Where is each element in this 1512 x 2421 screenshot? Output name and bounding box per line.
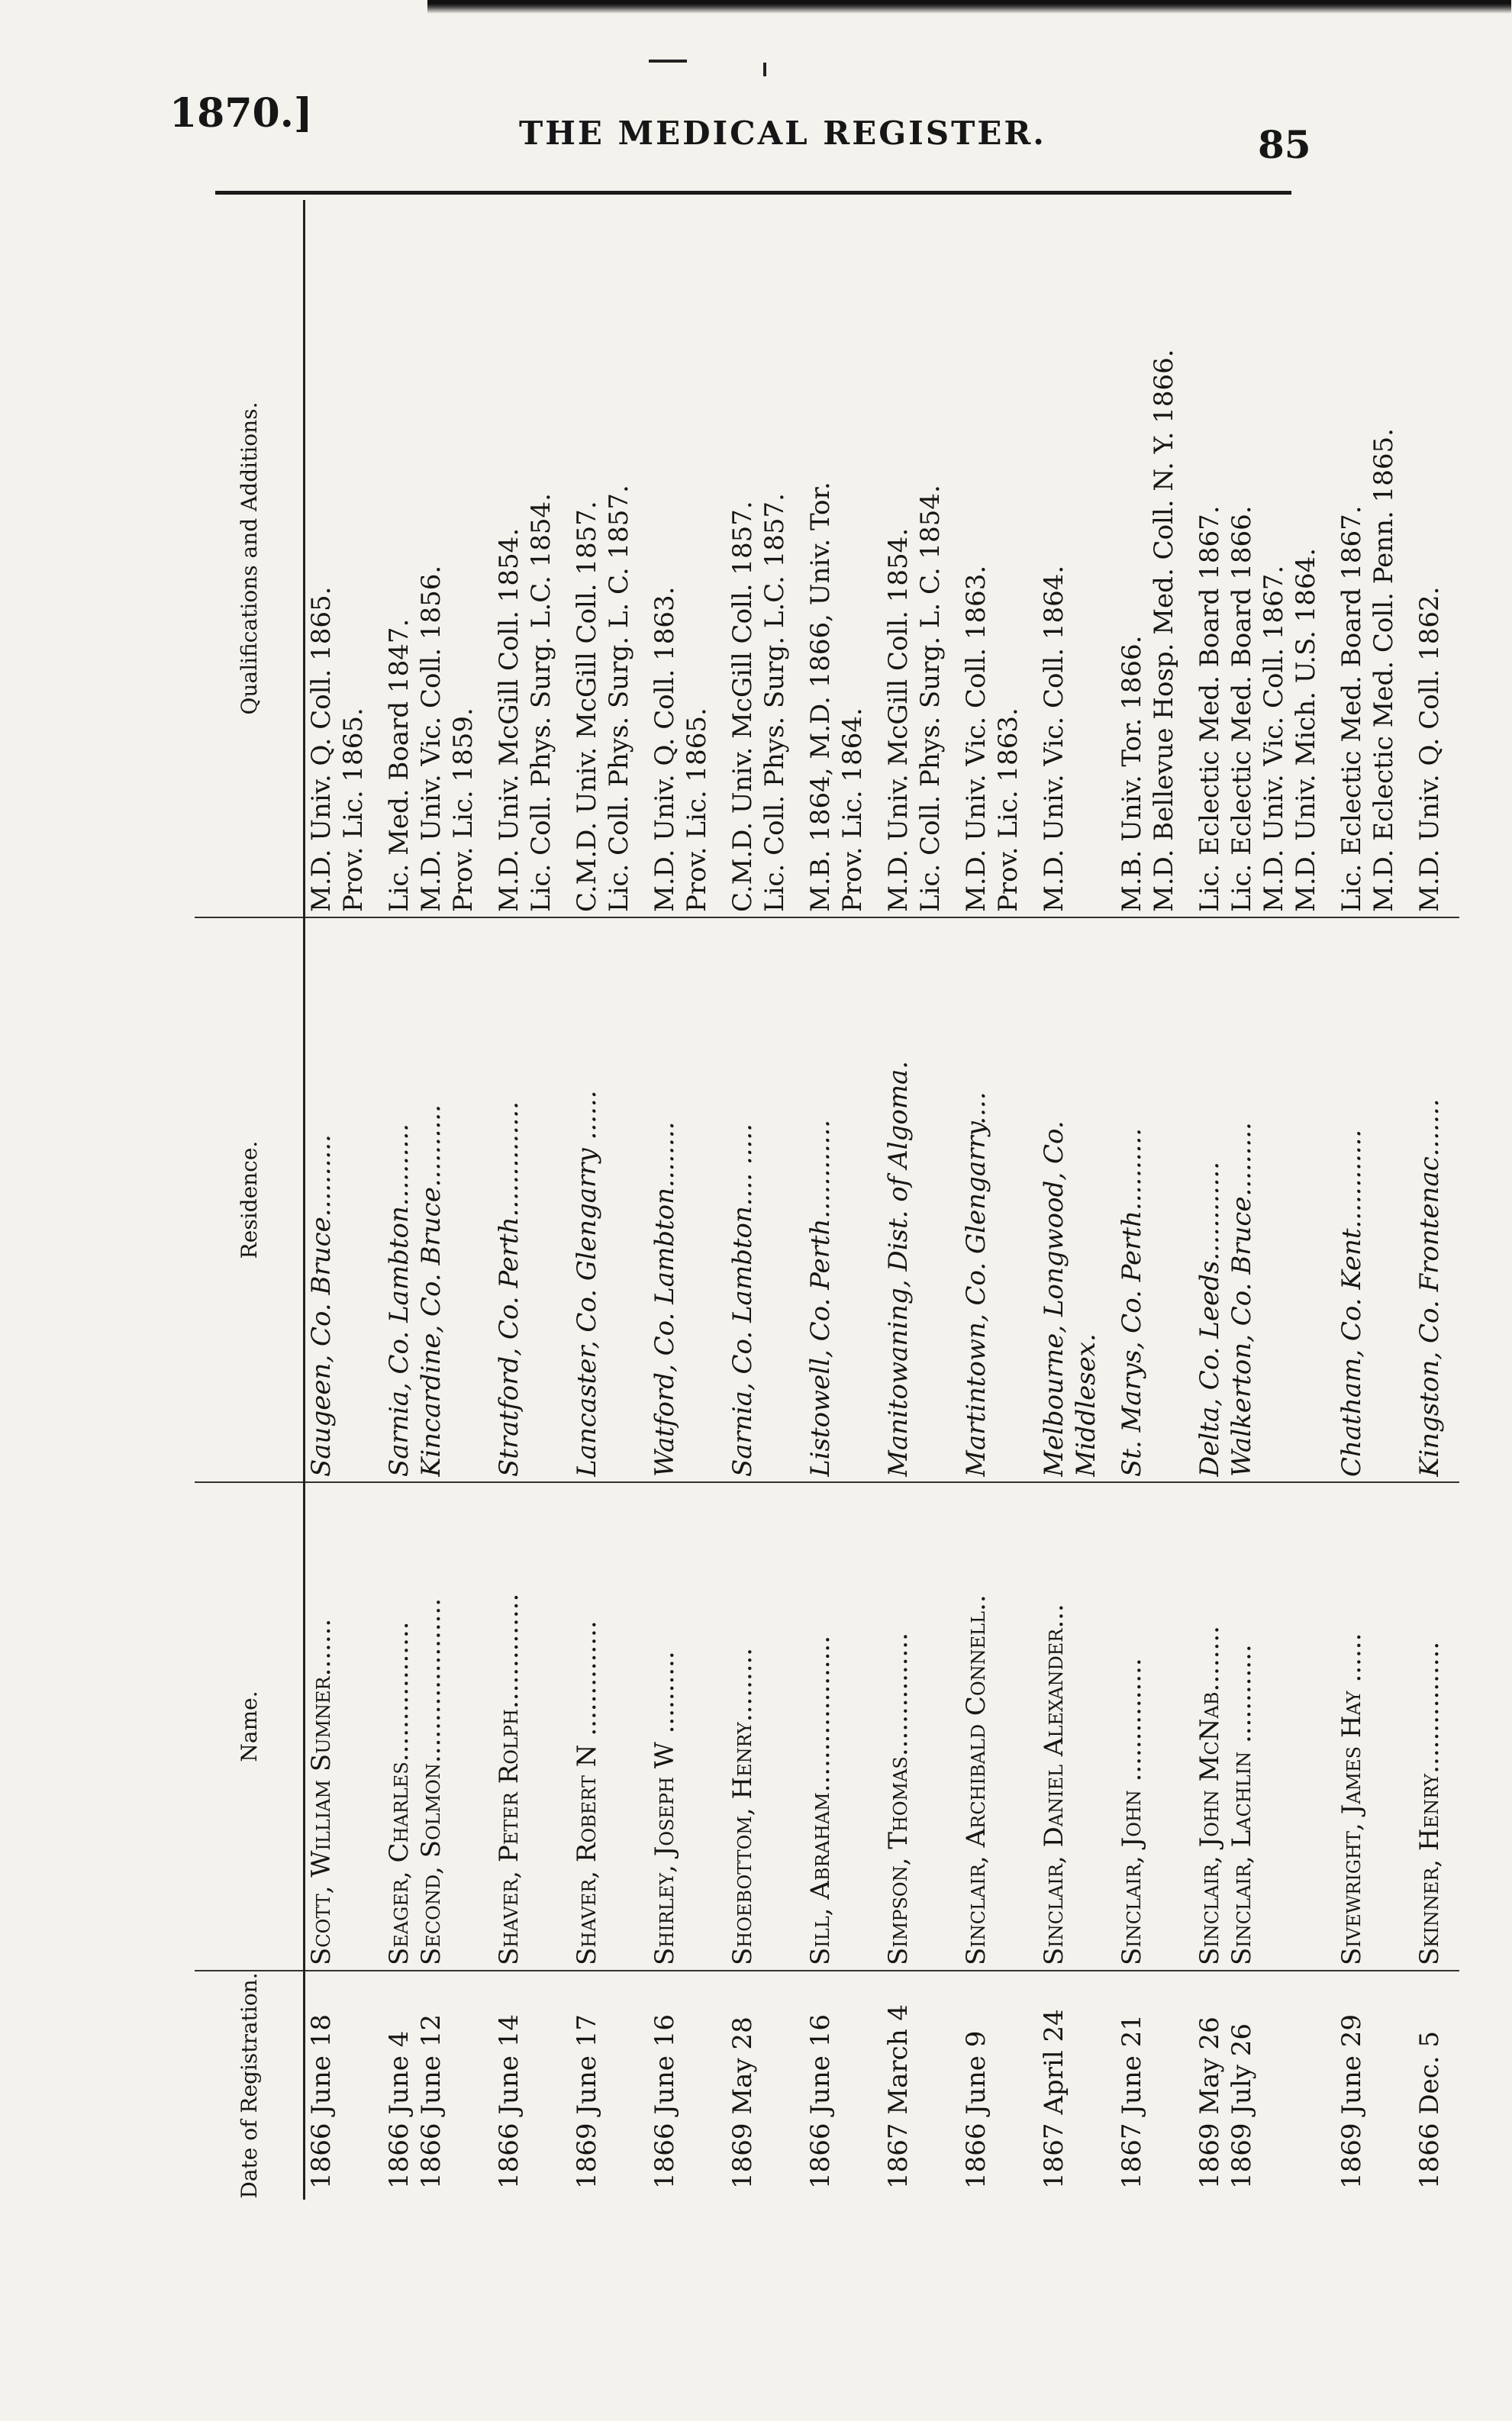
cell-date: [383, 1971, 493, 2200]
name-line: Shoebottom, Henry.........: [727, 1647, 758, 1965]
name-line: Shaver, Peter Rolph..............: [494, 1593, 524, 1965]
cell-name: [960, 1482, 1038, 1971]
running-head-year: 1870.]: [169, 90, 313, 137]
cell-residence: [571, 917, 649, 1482]
qualifications-line: Prov. Lic. 1865.: [682, 708, 712, 912]
cell-qualifications: [649, 200, 727, 917]
qualifications-line: M.D. Univ. Mich. U.S. 1864.: [1291, 547, 1321, 912]
table-row: [1414, 200, 1459, 2200]
cell-qualifications: [1116, 200, 1194, 917]
residence-line: Lancaster, Co. Glengarry ......: [572, 1090, 602, 1477]
header-name: Name.: [195, 1482, 305, 1971]
name-line: Second, Solmon....................: [416, 1597, 447, 1965]
residence-line: Manitowaning, Dist. of Algoma.: [883, 1060, 914, 1477]
table-row: [882, 200, 960, 2200]
date-line: 1866 June 14: [494, 2014, 524, 2189]
header-residence: Residence.: [195, 917, 305, 1482]
qualifications-line: Lic. Coll. Phys. Surg. L.C. 1857.: [759, 493, 790, 912]
cell-residence: [1336, 917, 1414, 1482]
name-line: Seager, Charles.................: [384, 1621, 414, 1965]
cell-residence: [649, 917, 727, 1482]
qualifications-line: M.D. Univ. Vic. Coll. 1867.: [1259, 565, 1289, 912]
name-line: Simpson, Thomas...............: [883, 1633, 914, 1965]
qualifications-line: M.B. Univ. Tor. 1866.: [1117, 635, 1147, 912]
cell-qualifications: [571, 200, 649, 917]
residence-line: Martintown, Co. Glengarry....: [961, 1091, 991, 1477]
cell-qualifications: [1414, 200, 1459, 917]
qualifications-line: Lic. Coll. Phys. Surg. L.C. 1854.: [526, 493, 556, 912]
cell-name: [1116, 1482, 1194, 1971]
date-line: 1866 June 4: [384, 2030, 414, 2189]
header-date: Date of Registration.: [195, 1971, 305, 2200]
cell-residence: [1116, 917, 1194, 1482]
qualifications-line: Lic. Coll. Phys. Surg. L. C. 1854.: [915, 485, 946, 912]
cell-residence: [1038, 917, 1116, 1482]
name-line: Shaver, Robert N ..............: [572, 1620, 602, 1965]
qualifications-line: M.D. Eclectic Med. Coll. Penn. 1865.: [1369, 428, 1399, 912]
cell-date: [882, 1971, 960, 2200]
table-row: [1194, 200, 1336, 2200]
date-line: 1867 March 4: [883, 2004, 914, 2189]
date-line: 1866 June 16: [650, 2014, 680, 2189]
residence-line: St. Marys, Co. Perth..........: [1117, 1127, 1147, 1477]
cell-name: [804, 1482, 882, 1971]
cell-date: [1414, 1971, 1459, 2200]
register-table: [195, 200, 1459, 2200]
cell-date: [1336, 1971, 1414, 2200]
cell-residence: [1194, 917, 1336, 1482]
table-row: [305, 200, 384, 2200]
table-row: [804, 200, 882, 2200]
cell-date: [493, 1971, 571, 2200]
running-head-title: THE MEDICAL REGISTER.: [519, 114, 1046, 152]
table-row: [727, 200, 804, 2200]
qualifications-line: Lic. Eclectic Med. Board 1866.: [1227, 505, 1257, 912]
qualifications-line: M.D. Univ. McGill Coll. 1854.: [494, 527, 524, 912]
cell-qualifications: [1194, 200, 1336, 917]
qualifications-line: Lic. Eclectic Med. Board 1867.: [1336, 505, 1367, 912]
cell-qualifications: [727, 200, 804, 917]
residence-line: Stratford, Co. Perth..............: [494, 1101, 524, 1477]
scan-edge-shadow: [427, 0, 1511, 14]
cell-date: [1038, 1971, 1116, 2200]
date-line: 1867 June 21: [1117, 2014, 1147, 2189]
residence-line: Watford, Co. Lambton........: [650, 1121, 680, 1477]
table-row: [1336, 200, 1414, 2200]
cell-qualifications: [1038, 200, 1116, 917]
table-row: [960, 200, 1038, 2200]
residence-line: Chatham, Co. Kent............: [1336, 1129, 1367, 1477]
cell-qualifications: [960, 200, 1038, 917]
cell-name: [493, 1482, 571, 1971]
cell-residence: [1414, 917, 1459, 1482]
date-line: 1869 May 28: [727, 2016, 758, 2189]
residence-line: Listowell, Co. Perth............: [805, 1119, 836, 1477]
qualifications-line: M.D. Univ. McGill Coll. 1854.: [883, 527, 914, 912]
date-line: 1869 May 26: [1194, 2016, 1225, 2189]
cell-residence: [882, 917, 960, 1482]
header-rule: [215, 191, 1291, 195]
cell-name: [649, 1482, 727, 1971]
qualifications-line: C.M.D. Univ. McGill Coll. 1857.: [572, 501, 602, 912]
cell-name: [1336, 1482, 1414, 1971]
cell-residence: [960, 917, 1038, 1482]
qualifications-line: Prov. Lic. 1864.: [837, 708, 868, 912]
cell-residence: [727, 917, 804, 1482]
date-line: 1866 June 16: [805, 2014, 836, 2189]
qualifications-line: M.D. Univ. Vic. Coll. 1863.: [961, 565, 991, 912]
name-line: Sivewright, James Hay ......: [1336, 1633, 1367, 1965]
cell-residence: [383, 917, 493, 1482]
name-line: Sill, Abraham...................: [805, 1635, 836, 1965]
cell-date: [727, 1971, 804, 2200]
page-number: 85: [1258, 122, 1311, 167]
table-row: [1038, 200, 1116, 2200]
residence-line: Sarnia, Co. Lambton.... .....: [727, 1123, 758, 1477]
qualifications-line: M.D. Univ. Q. Coll. 1862.: [1414, 586, 1445, 912]
cell-qualifications: [804, 200, 882, 917]
qualifications-line: M.D. Univ. Q. Coll. 1863.: [650, 586, 680, 912]
qualifications-line: Lic. Eclectic Med. Board 1867.: [1194, 505, 1225, 912]
qualifications-line: M.D. Univ. Vic. Coll. 1864.: [1039, 565, 1069, 912]
qualifications-line: Lic. Coll. Phys. Surg. L. C. 1857.: [604, 485, 634, 912]
cell-date: [649, 1971, 727, 2200]
cell-date: [960, 1971, 1038, 2200]
cell-date: [804, 1971, 882, 2200]
cell-residence: [493, 917, 571, 1482]
cell-name: [1414, 1482, 1459, 1971]
residence-line: Sarnia, Co. Lambton..........: [384, 1123, 414, 1477]
cell-residence: [305, 917, 384, 1482]
cell-qualifications: [1336, 200, 1414, 917]
cell-name: [383, 1482, 493, 1971]
name-line: Shirley, Joseph W ..........: [650, 1651, 680, 1965]
cell-name: [305, 1482, 384, 1971]
name-line: Sinclair, Archibald Connell..: [961, 1594, 991, 1965]
cell-residence: [804, 917, 882, 1482]
qualifications-line: C.M.D. Univ. McGill Coll. 1857.: [727, 501, 758, 912]
table-row: [571, 200, 649, 2200]
table-row: [1116, 200, 1194, 2200]
residence-line: Delta, Co. Leeds............: [1194, 1161, 1225, 1477]
qualifications-line: M.D. Univ. Q. Coll. 1865.: [306, 586, 337, 912]
qualifications-line: Prov. Lic. 1863.: [993, 708, 1024, 912]
table-row: [383, 200, 493, 2200]
date-line: 1866 June 18: [306, 2014, 337, 2189]
cell-name: [727, 1482, 804, 1971]
cell-qualifications: [493, 200, 571, 917]
residence-line: Middlesex.: [1071, 1333, 1101, 1477]
name-line: Scott, William Sumner.......: [306, 1618, 337, 1965]
scan-tick-mark: [763, 63, 766, 76]
cell-qualifications: [383, 200, 493, 917]
name-line: Sinclair, John McNab........: [1194, 1626, 1225, 1965]
cell-date: [305, 1971, 384, 2200]
name-line: Sinclair, Daniel Alexander...: [1039, 1604, 1069, 1965]
name-line: Skinner, Henry................: [1414, 1641, 1445, 1965]
residence-line: Melbourne, Longwood, Co.: [1039, 1120, 1069, 1477]
cell-qualifications: [305, 200, 384, 917]
date-line: 1869 July 26: [1227, 2023, 1257, 2189]
name-line: Sinclair, Lachlin ............: [1227, 1644, 1257, 1965]
cell-qualifications: [882, 200, 960, 917]
qualifications-line: Prov. Lic. 1859.: [448, 708, 479, 912]
table-row: [649, 200, 727, 2200]
qualifications-line: M.D. Univ. Vic. Coll. 1856.: [416, 565, 447, 912]
date-line: 1866 Dec. 5: [1414, 2030, 1445, 2189]
cell-name: [882, 1482, 960, 1971]
date-line: 1866 June 9: [961, 2030, 991, 2189]
table-row: [493, 200, 571, 2200]
residence-line: Saugeen, Co. Bruce..........: [306, 1134, 337, 1477]
date-line: 1866 June 12: [416, 2014, 447, 2189]
residence-line: Kingston, Co. Frontenac.......: [1414, 1098, 1445, 1477]
date-line: 1869 June 17: [572, 2014, 602, 2189]
date-line: 1867 April 24: [1039, 2009, 1069, 2189]
cell-date: [1116, 1971, 1194, 2200]
residence-line: Kincardine, Co. Bruce..........: [416, 1104, 447, 1477]
table-header-row: [195, 200, 305, 2200]
name-line: Sinclair, John ...............: [1117, 1658, 1147, 1965]
qualifications-line: Lic. Med. Board 1847.: [384, 618, 414, 912]
cell-date: [1194, 1971, 1336, 2200]
header-qualifications: Qualifications and Additions.: [195, 200, 305, 917]
cell-name: [571, 1482, 649, 1971]
cell-name: [1038, 1482, 1116, 1971]
register-table-rotated: [195, 200, 1445, 2200]
cell-name: [1194, 1482, 1336, 1971]
qualifications-line: M.B. 1864, M.D. 1866, Univ. Tor.: [805, 482, 836, 912]
scan-dash-mark: [649, 60, 687, 63]
date-line: 1869 June 29: [1336, 2014, 1367, 2189]
qualifications-line: Prov. Lic. 1865.: [338, 708, 369, 912]
cell-date: [571, 1971, 649, 2200]
residence-line: Walkerton, Co. Bruce.........: [1227, 1122, 1257, 1477]
qualifications-line: M.D. Bellevue Hosp. Med. Coll. N. Y. 1866.: [1149, 349, 1179, 912]
